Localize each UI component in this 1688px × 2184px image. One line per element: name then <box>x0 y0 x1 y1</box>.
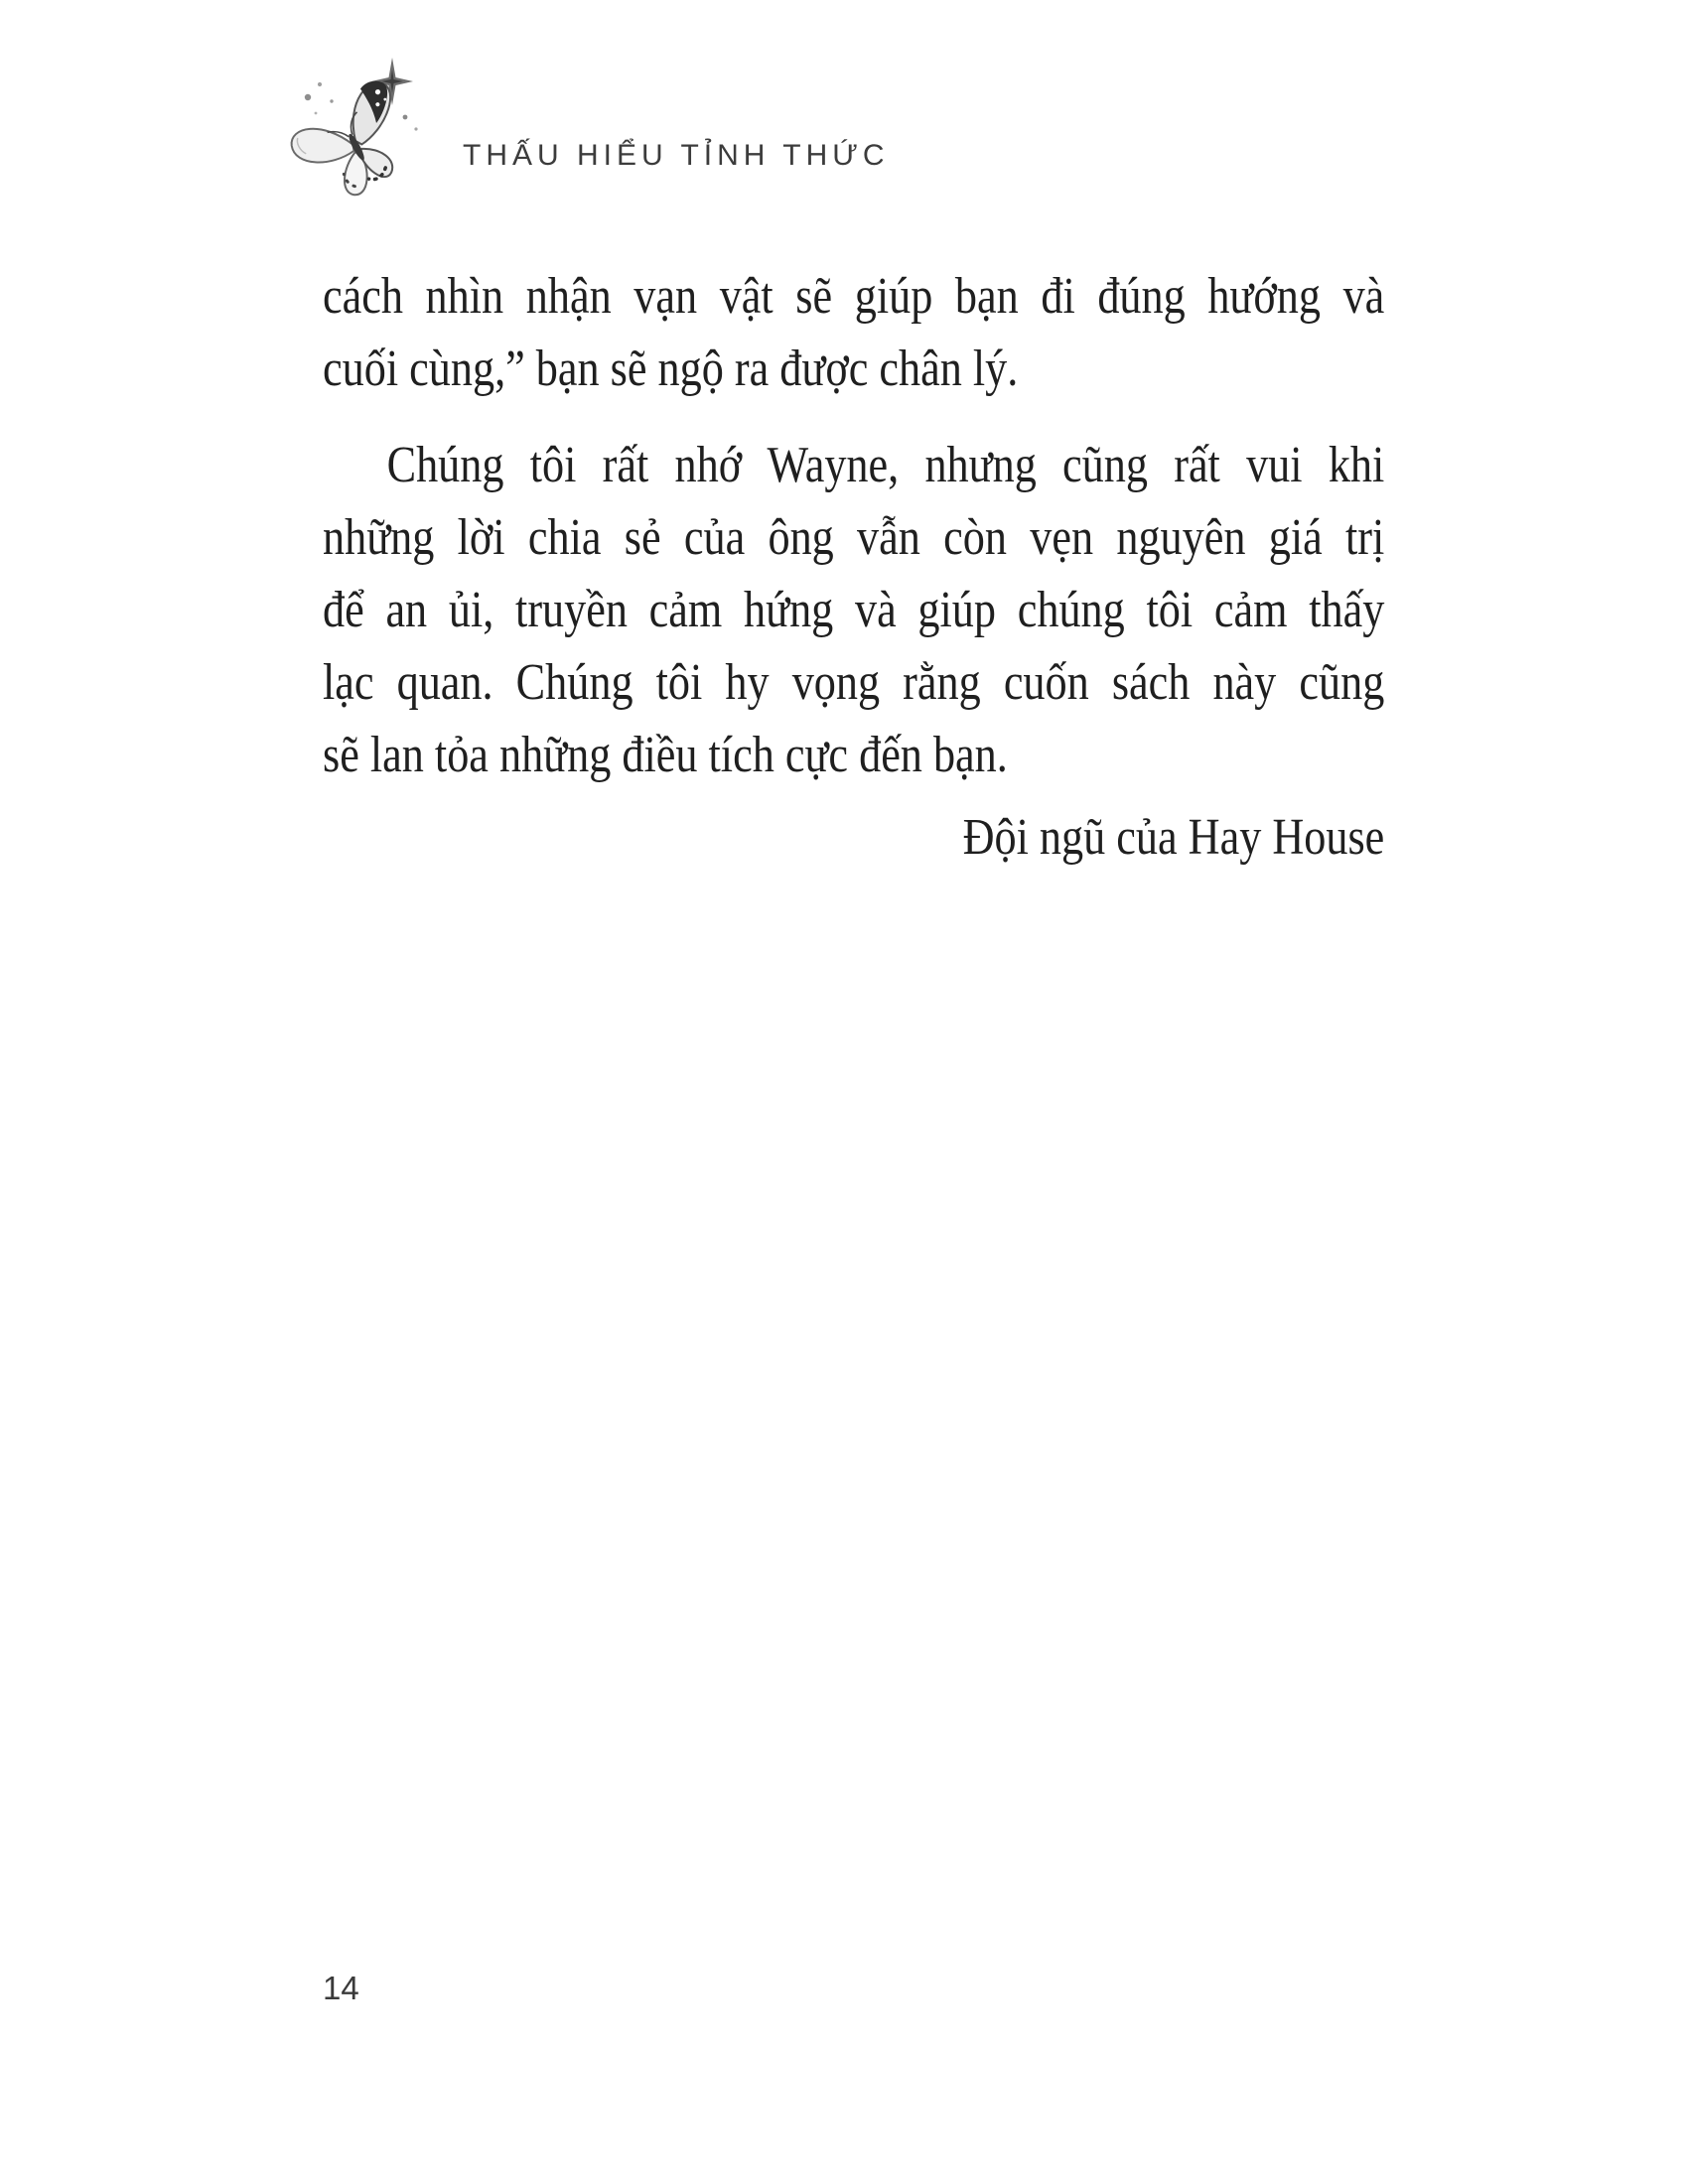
butterfly-logo <box>286 52 435 210</box>
paragraph-line: sẽ lan tỏa những điều tích cực đến bạn. <box>323 727 1008 783</box>
page-number: 14 <box>323 1970 359 2006</box>
butterfly-sparkle-icon <box>286 52 435 210</box>
running-header-title: THẤU HIỂU TỈNH THỨC <box>463 139 890 172</box>
paragraph-line: cuối cùng,” bạn sẽ ngộ ra được chân lý. <box>323 341 1019 397</box>
body-text <box>323 260 1572 874</box>
paragraph-line: cách nhìn nhận vạn vật sẽ giúp bạn đi đúng hướng và <box>323 268 1385 325</box>
paragraph-line: lạc quan. Chúng tôi hy vọng rằng cuốn sách này cũng <box>323 654 1385 711</box>
page-header <box>286 52 890 210</box>
paragraph-line: Chúng tôi rất nhớ Wayne, nhưng cũng rất vui khi <box>386 437 1385 493</box>
signature-line: Đội ngũ của Hay House <box>962 809 1385 866</box>
paragraph-line: để an ủi, truyền cảm hứng và giúp chúng tôi cảm thấy <box>323 582 1385 638</box>
paragraph <box>323 260 1572 405</box>
paragraph <box>323 429 1572 791</box>
paragraph-line: những lời chia sẻ của ông vẫn còn vẹn nguyên giá trị <box>323 509 1385 566</box>
